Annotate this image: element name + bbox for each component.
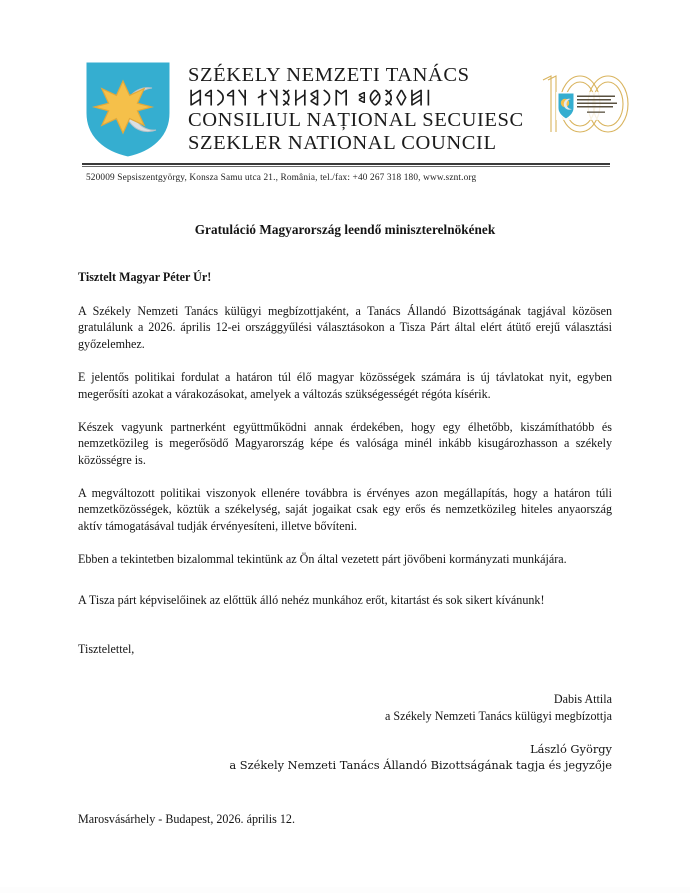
signature-block xyxy=(78,691,612,774)
signatory-name: László György xyxy=(530,742,612,757)
org-name-rovas-script: 𐲥𐲯𐲓𐲉𐲗𐳘 𐲮𐲙𐲘𐲢𐲉𐲦𐲐 𐲦𐲀𐲙𐲀𐲆 xyxy=(188,87,433,109)
closing-wish: A Tisza párt képviselőinek az előttük álló nehéz munkához erőt, kitartást és sok sikert kívánunk! xyxy=(78,592,545,607)
letter-body xyxy=(78,222,612,827)
letterhead xyxy=(0,0,690,200)
organisation-names xyxy=(188,58,524,156)
signatory-role: a Székely Nemzeti Tanács Állandó Bizottságának tagja és jegyzője xyxy=(229,757,612,772)
body-paragraph: Készek vagyunk partnerként együttműködni annak érdekében, hogy egy élhetőbb, kiszámíthatóbb és nemzetközileg is megerősödő Magyarország képe és valósága minél inkább kisugározhasson a székely közösségre is. xyxy=(78,419,612,467)
szekler-coat-of-arms-icon xyxy=(82,58,174,161)
signature-entry xyxy=(78,691,612,724)
letterhead-address: 520009 Sepsiszentgyörgy, Konsza Samu utca 21., România, tel./fax: +40 267 318 180, www.sznt.org xyxy=(86,173,477,183)
page-bottom-edge xyxy=(0,887,690,893)
centennial-100-emblem-icon xyxy=(530,58,634,142)
signatory-role: a Székely Nemzeti Tanács külügyi megbízottja xyxy=(385,708,612,723)
salutation: Tisztelt Magyar Péter Úr! xyxy=(78,270,212,284)
page-title: Gratuláció Magyarország leendő miniszterelnökének xyxy=(194,222,496,237)
closing-line: Tisztelettel, xyxy=(78,641,135,656)
signatory-name: Dabis Attila xyxy=(553,691,612,706)
body-paragraph: A Székely Nemzeti Tanács külügyi megbízottjaként, a Tanács Állandó Bizottságának tagjával közösen gratulálunk a 2026. április 12-ei országgyűlési választásokon a Tisza Párt által elért átütő erejű választási győzelemhez. xyxy=(78,304,612,351)
org-name-english: SZEKLER NATIONAL COUNCIL xyxy=(188,132,497,155)
letterhead-divider xyxy=(82,163,610,167)
org-name-hungarian: SZÉKELY NEMZETI TANÁCS xyxy=(188,64,470,86)
dateline: Marosvásárhely - Budapest, 2026. április 12. xyxy=(78,811,295,826)
body-paragraph: A megváltozott politikai viszonyok ellenére továbbra is érvényes azon megállapítás, hogy a határon túli nemzetközösségek, köztük a székelység, saját jogaikat csak egy erős és nemzetközileg hiteles anyaország aktív támogatásával tudják érvényesíteni, illetve bővíteni. xyxy=(78,486,612,533)
body-paragraph: Ebben a tekintetben bizalommal tekintünk az Ön által vezetett párt jövőbeni kormányzati munkájára. xyxy=(78,552,567,567)
body-paragraph: E jelentős politikai fordulat a határon túl élő magyar közösségek számára is új távlatokat nyit, egyben megerősíti azokat a várakozásokat, amelyek a változás szükségességét régóta kísérik. xyxy=(78,370,612,401)
signature-entry xyxy=(78,742,612,773)
org-name-romanian: CONSILIUL NAȚIONAL SECUIESC xyxy=(188,109,524,132)
